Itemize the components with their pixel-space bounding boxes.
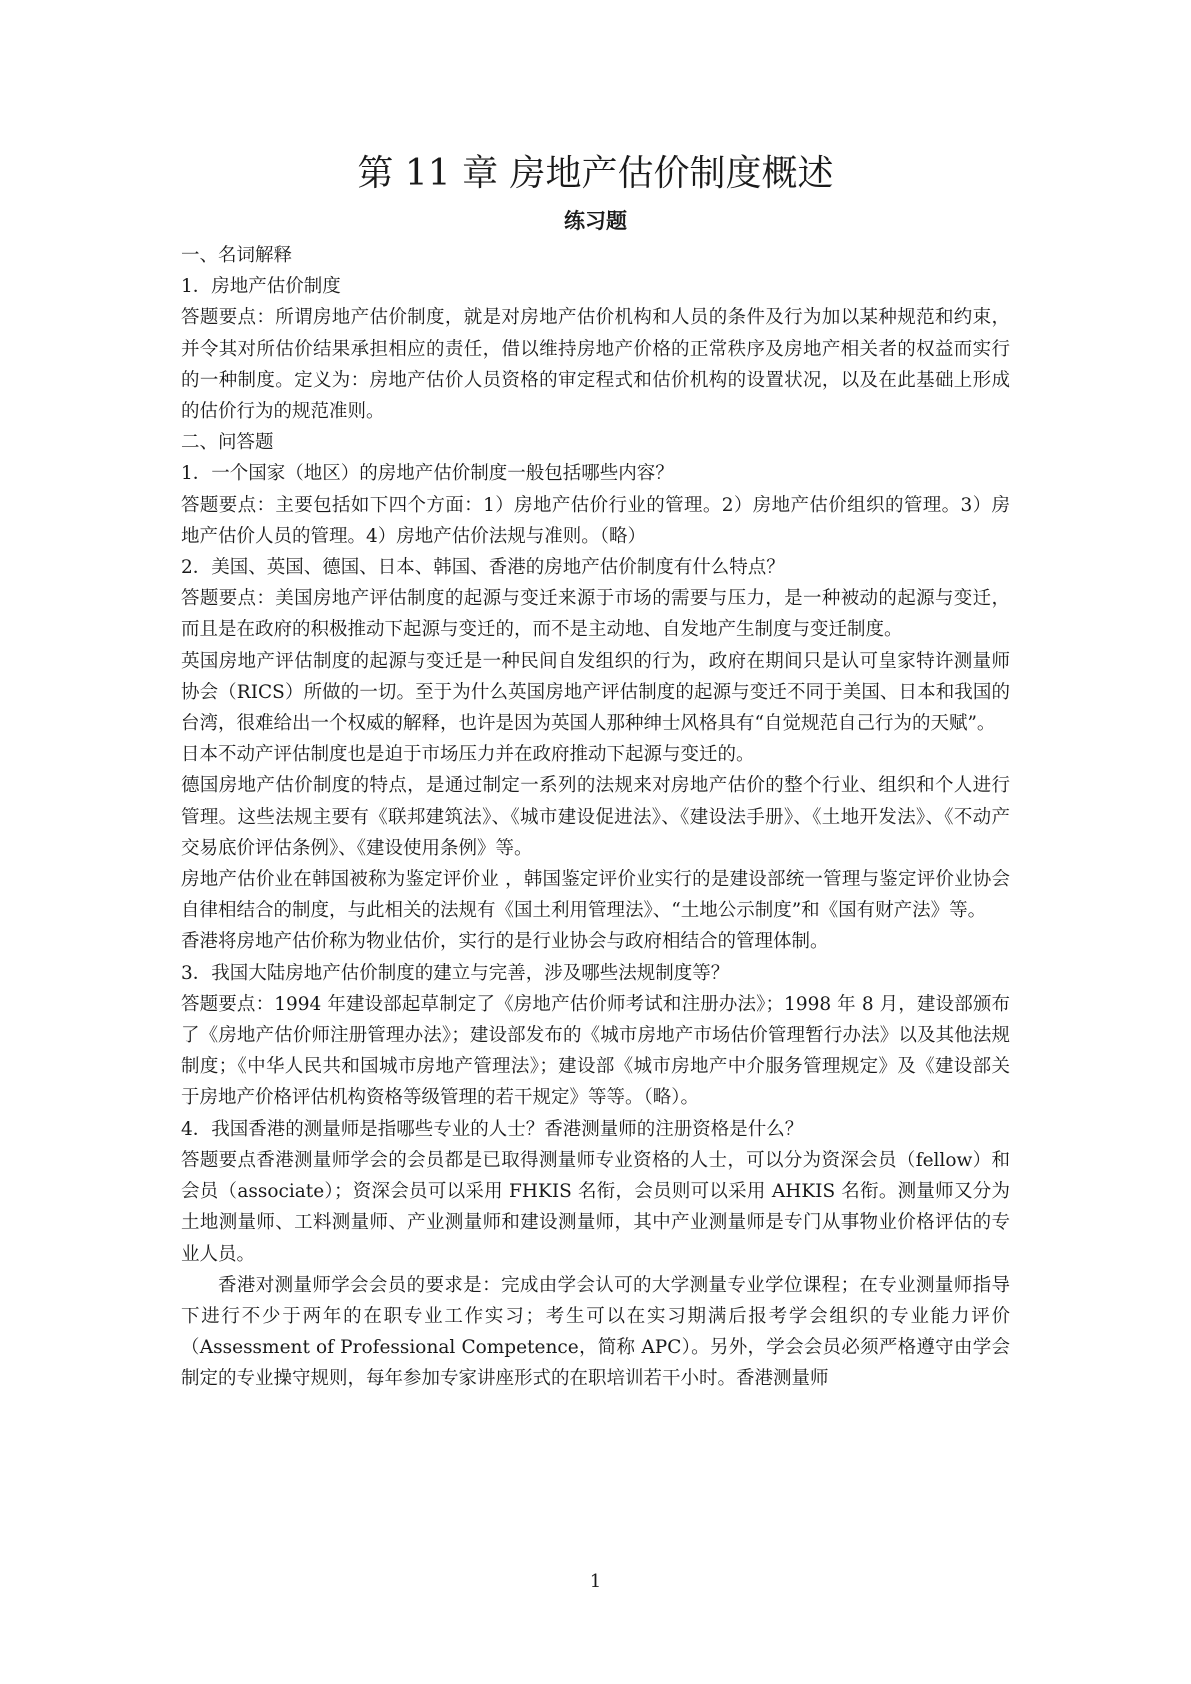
answer-paragraph: 香港对测量师学会会员的要求是：完成由学会认可的大学测量专业学位课程；在专业测量师指导下进行不少于两年的在职专业工作实习；考生可以在实习期满后报考学会组织的专业能力评价（Assessment of Professional Competence，简称 APC）。另外，学会会员必须严格遵守由学会制定的专业操守规则，每年参加专家讲座形式的在职培训若干小时。香港测量师 bbox=[181, 1274, 1010, 1390]
answer-paragraph: 答题要点：美国房地产评估制度的起源与变迁来源于市场的需要与压力，是一种被动的起源与变迁，而且是在政府的积极推动下起源与变迁的，而不是主动地、自发地产生制度与变迁制度。 bbox=[181, 588, 1010, 641]
answer-paragraph: 日本不动产评估制度也是迫于市场压力并在政府推动下起源与变迁的。 bbox=[181, 744, 755, 766]
question-heading: 4．我国香港的测量师是指哪些专业的人士？香港测量师的注册资格是什么？ bbox=[181, 1118, 804, 1140]
question-heading: 1．一个国家（地区）的房地产估价制度一般包括哪些内容？ bbox=[181, 463, 674, 485]
answer-paragraph: 答题要点：所谓房地产估价制度，就是对房地产估价机构和人员的条件及行为加以某种规范和约束，并令其对所估价结果承担相应的责任，借以维持房地产价格的正常秩序及房地产相关者的权益而实行的一种制度。定义为：房地产估价人员资格的审定程式和估价机构的设置状况，以及在此基础上形成的估价行为的规范准则。 bbox=[181, 307, 1010, 423]
section-subtitle: 练习题 bbox=[564, 208, 627, 233]
chapter-title: 第 11 章 房地产估价制度概述 bbox=[357, 153, 834, 194]
answer-paragraph: 香港将房地产估价称为物业估价，实行的是行业协会与政府相结合的管理体制。 bbox=[181, 931, 829, 953]
answer-paragraph: 德国房地产估价制度的特点，是通过制定一系列的法规来对房地产估价的整个行业、组织和个人进行管理。这些法规主要有《联邦建筑法》、《城市建设促进法》、《建设法手册》、《土地开发法》、《不动产交易底价评估条例》、《建设使用条例》等。 bbox=[181, 775, 1010, 859]
document-body bbox=[181, 240, 1010, 1395]
question-heading: 2．美国、英国、德国、日本、韩国、香港的房地产估价制度有什么特点？ bbox=[181, 557, 785, 579]
section-heading: 一、名词解释 bbox=[181, 245, 293, 266]
answer-paragraph: 答题要点：1994 年建设部起草制定了《房地产估价师考试和注册办法》；1998 年 8 月，建设部颁布了《房地产估价师注册管理办法》；建设部发布的《城市房地产市场估价管理暂行办法》以及其他法规制度；《中华人民共和国城市房地产管理法》；建设部《城市房地产中介服务管理规定》及《建设部关于房地产价格评估机构资格等级管理的若干规定》等等。（略）。 bbox=[181, 993, 1010, 1109]
page-number: 1 bbox=[589, 1571, 602, 1592]
answer-paragraph: 答题要点：主要包括如下四个方面：1）房地产估价行业的管理。2）房地产估价组织的管理。3）房地产估价人员的管理。4）房地产估价法规与准则。（略） bbox=[181, 494, 1010, 547]
answer-paragraph: 房地产估价业在韩国被称为鉴定评价业 ，韩国鉴定评价业实行的是建设部统一管理与鉴定评价业协会自律相结合的制度，与此相关的法规有《国土利用管理法》、“土地公示制度”和《国有财产法》等。 bbox=[181, 869, 1010, 922]
term-heading: 1．房地产估价制度 bbox=[181, 276, 341, 298]
question-heading: 3．我国大陆房地产估价制度的建立与完善，涉及哪些法规制度等？ bbox=[181, 962, 730, 984]
answer-paragraph: 英国房地产评估制度的起源与变迁是一种民间自发组织的行为，政府在期间只是认可皇家特许测量师协会（RICS）所做的一切。至于为什么英国房地产评估制度的起源与变迁不同于美国、日本和我国的台湾，很难给出一个权威的解释，也许是因为英国人那种绅士风格具有“自觉规范自己行为的天赋”。 bbox=[181, 650, 1010, 735]
section-heading: 二、问答题 bbox=[181, 432, 274, 454]
answer-paragraph: 答题要点香港测量师学会的会员都是已取得测量师专业资格的人士，可以分为资深会员（fellow）和会员（associate）；资深会员可以采用 FHKIS 名衔，会员则可以采用 AHKIS 名衔。测量师又分为土地测量师、工料测量师、产业测量师和建设测量师，其中产业测量师是专门从事物业价格评估的专业人员。 bbox=[181, 1149, 1010, 1265]
